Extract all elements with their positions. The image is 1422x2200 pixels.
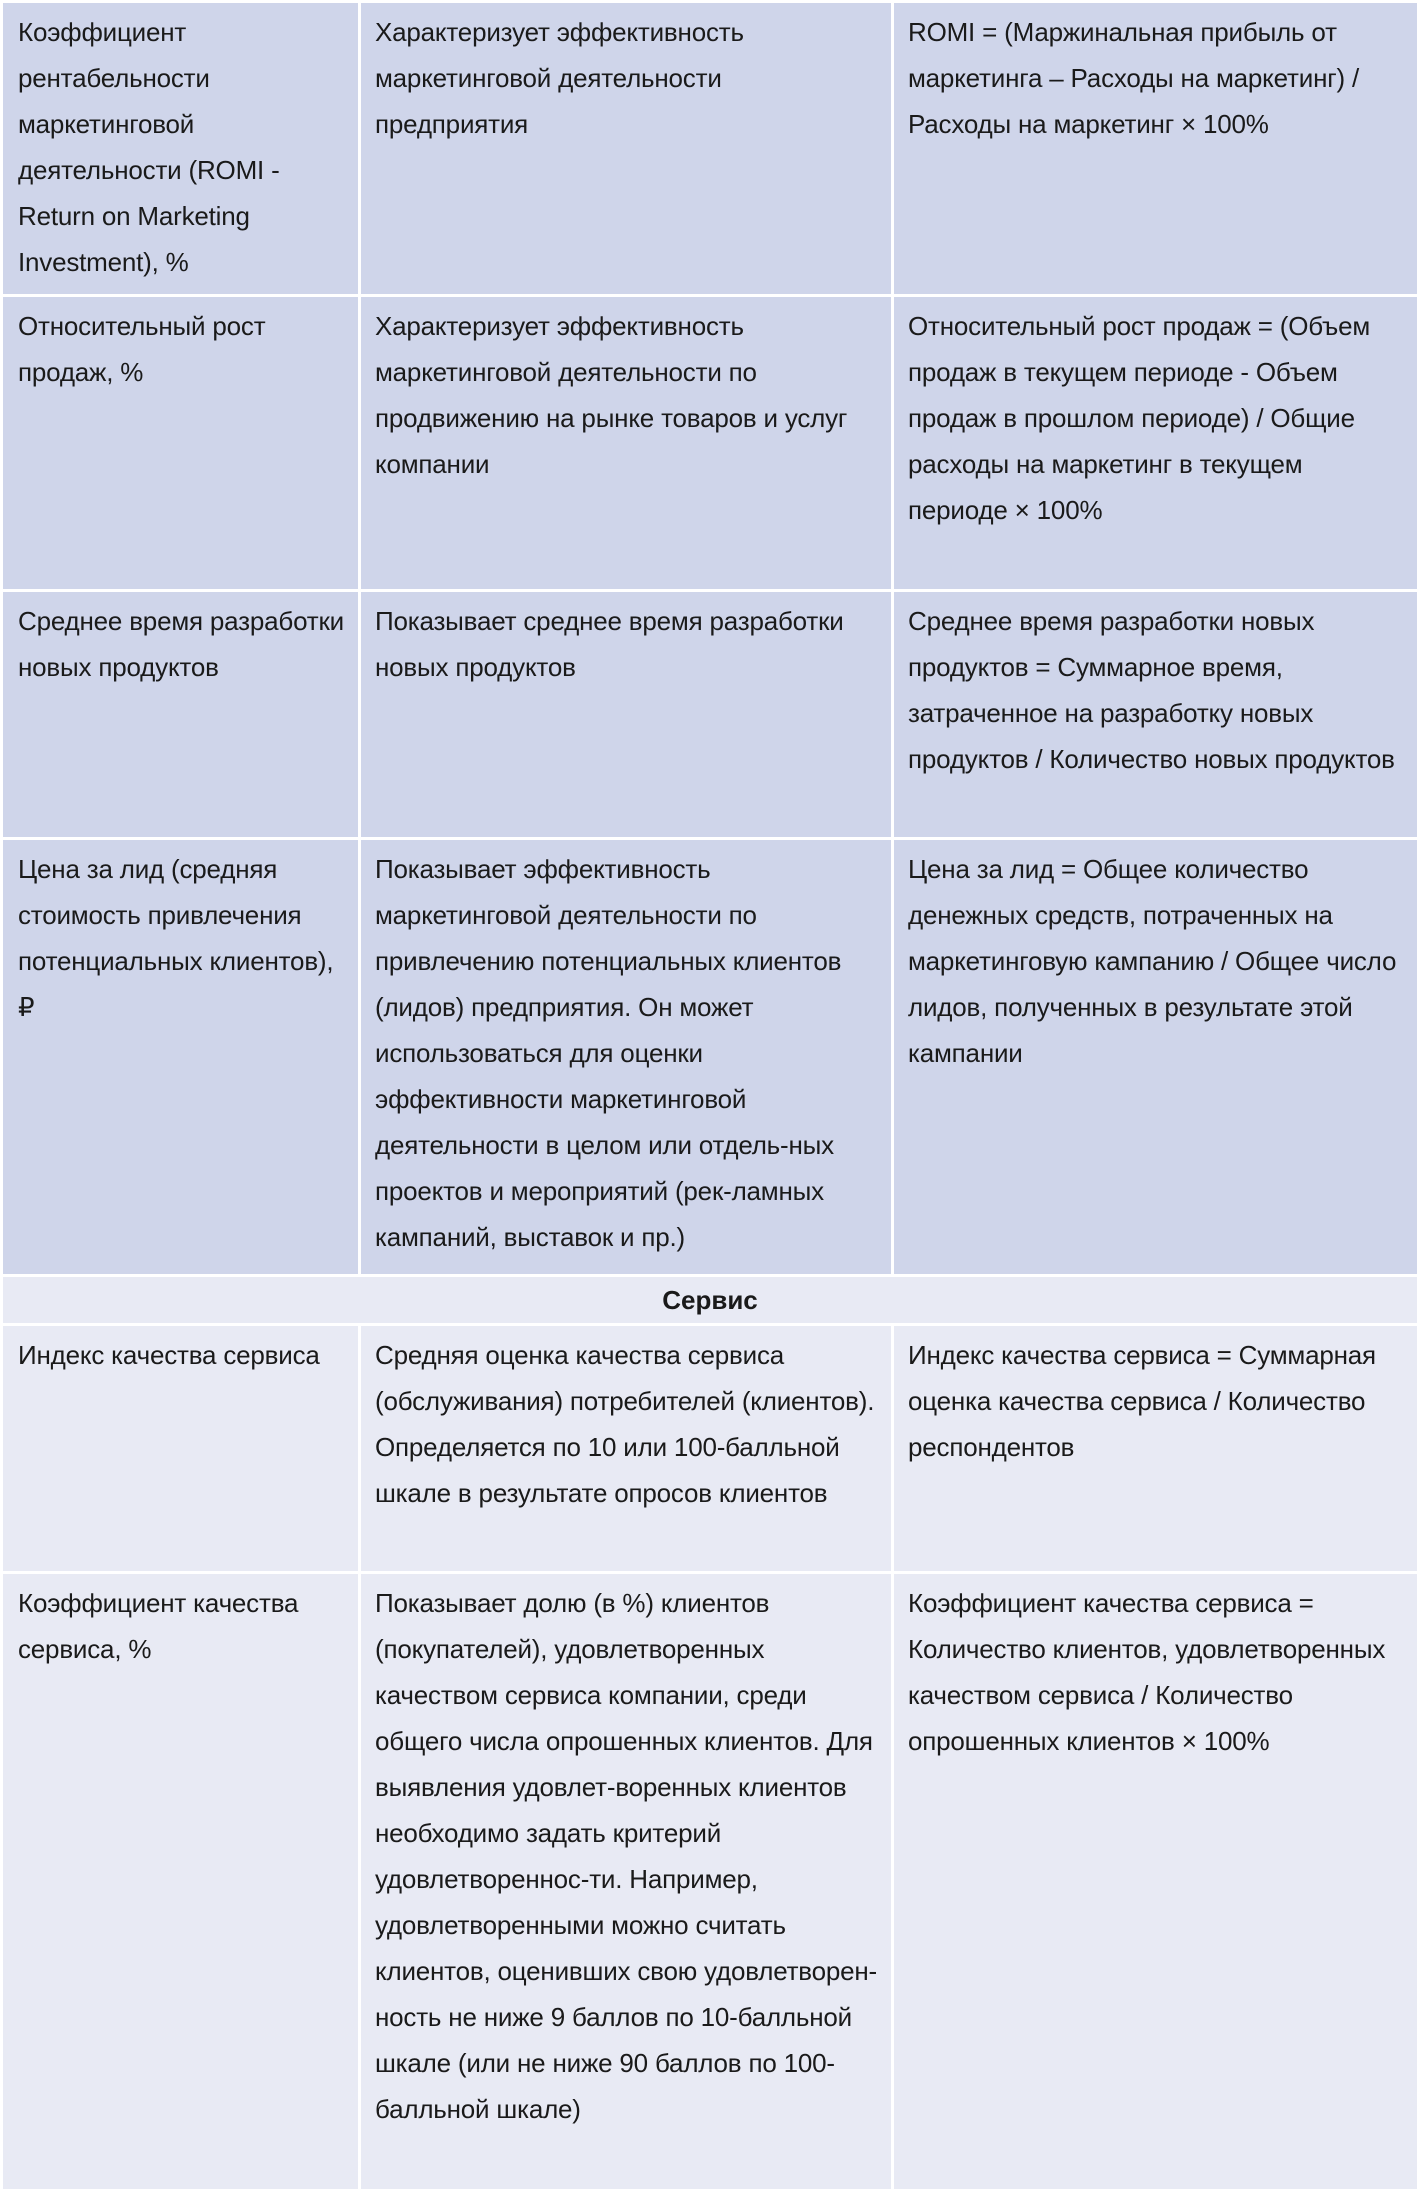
description-cell: Показывает долю (в %) клиентов (покупателей), удовлетворенных качеством сервиса компании, среди общего числа опрошенных клиентов. Для выявления удовлет-воренных клиентов необходимо задать критерий удовлетвореннос-ти. Например, удовлетворенными можно считать клиентов, оценивших свою удовлетворен-ность не ниже 9 баллов по 10-балльной шкале (или не ниже 90 баллов по 100-балльной шкале) (361, 1574, 891, 2189)
description-cell: Показывает среднее время разработки новых продуктов (361, 592, 891, 837)
kpi-table (3, 3, 1417, 2189)
formula-cell: Среднее время разработки новых продуктов = Суммарное время, затраченное на разработку новых продуктов / Количество новых продуктов (894, 592, 1417, 837)
indicator-cell: Коэффициент качества сервиса, % (3, 1574, 358, 2189)
indicator-cell: Цена за лид (средняя стоимость привлечения потенциальных клиентов), ₽ (3, 840, 358, 1274)
description-cell: Характеризует эффективность маркетинговой деятельности по продвижению на рынке товаров и услуг компании (361, 297, 891, 589)
formula-cell: ROMI = (Маржинальная прибыль от маркетинга – Расходы на маркетинг) / Расходы на маркетинг × 100% (894, 3, 1417, 294)
description-cell: Характеризует эффективность маркетинговой деятельности предприятия (361, 3, 891, 294)
formula-cell: Относительный рост продаж = (Объем продаж в текущем периоде - Объем продаж в прошлом периоде) / Общие расходы на маркетинг в текущем периоде × 100% (894, 297, 1417, 589)
indicator-cell: Среднее время разработки новых продуктов (3, 592, 358, 837)
formula-cell: Цена за лид = Общее количество денежных средств, потраченных на маркетинговую кампанию / Общее число лидов, полученных в результате этой кампании (894, 840, 1417, 1274)
formula-cell: Коэффициент качества сервиса = Количество клиентов, удовлетворенных качеством сервиса / Количество опрошенных клиентов × 100% (894, 1574, 1417, 2189)
description-cell: Показывает эффективность маркетинговой деятельности по привлечению потенциальных клиентов (лидов) предприятия. Он может использоваться для оценки эффективности маркетинговой деятельности в целом или отдель-ных проектов и мероприятий (рек-ламных кампаний, выставок и пр.) (361, 840, 891, 1274)
description-cell: Средняя оценка качества сервиса (обслуживания) потребителей (клиентов). Определяется по 10 или 100-балльной шкале в результате опросов клиентов (361, 1326, 891, 1571)
indicator-cell: Коэффициент рентабельности маркетинговой деятельности (ROMI - Return on Marketing Investment), % (3, 3, 358, 294)
indicator-cell: Относительный рост продаж, % (3, 297, 358, 589)
indicator-cell: Индекс качества сервиса (3, 1326, 358, 1571)
section-header-service: Сервис (3, 1277, 1417, 1323)
formula-cell: Индекс качества сервиса = Суммарная оценка качества сервиса / Количество респондентов (894, 1326, 1417, 1571)
